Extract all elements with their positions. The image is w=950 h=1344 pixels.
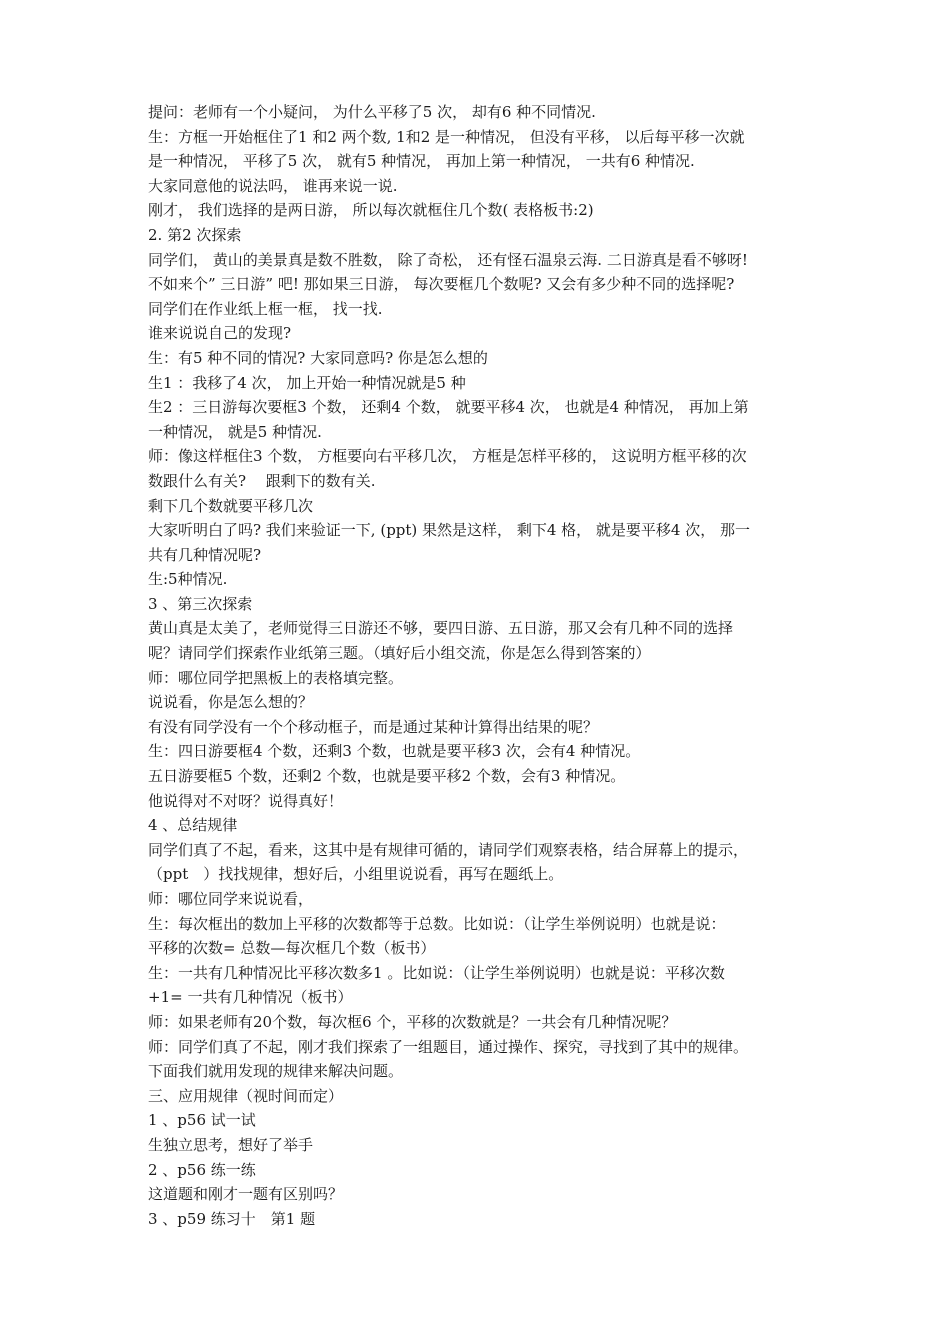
text-line: 生2 ：三日游每次要框3 个数， 还剩4 个数， 就要平移4 次， 也就是4 种情况， 再加上第 <box>148 398 749 417</box>
text-line: 共有几种情况呢? <box>148 545 262 564</box>
text-line: 师：同学们真了不起，刚才我们探索了一组题目，通过操作、探究，寻找到了其中的规律。 <box>148 1037 749 1056</box>
text-line: 生：方框一开始框住了1 和2 两个数, 1和2 是一种情况， 但没有平移， 以后每平移一次就 <box>148 127 745 146</box>
text-line: 生：四日游要框4 个数，还剩3 个数，也就是要平移3 次，会有4 种情况。 <box>148 742 641 761</box>
text-line: 同学们， 黄山的美景真是数不胜数， 除了奇松， 还有怪石温泉云海. 二日游真是看不够呀! <box>148 250 748 269</box>
text-line: 师：如果老师有20个数，每次框6 个，平移的次数就是？一共会有几种情况呢？ <box>148 1012 677 1031</box>
section-heading: 3 、第三次探索 <box>148 594 253 613</box>
text-line: 平移的次数= 总数—每次框几个数（板书） <box>148 939 436 958</box>
text-line: 不如来个” 三日游” 吧! 那如果三日游， 每次要框几个数呢? 又会有多少种不同的选择呢? <box>148 275 735 294</box>
text-line: 数跟什么有关? 跟剩下的数有关. <box>148 471 376 490</box>
section-heading: 2. 第2 次探索 <box>148 225 242 244</box>
text-line: 2 、p56 练一练 <box>148 1160 256 1179</box>
text-line: （ppt ）找找规律，想好后，小组里说说看，再写在题纸上。 <box>148 865 564 884</box>
text-line: 同学们在作业纸上框一框， 找一找. <box>148 299 383 318</box>
text-line: 3 、p59 练习十 第1 题 <box>148 1209 316 1228</box>
text-line: 生独立思考，想好了举手 <box>148 1135 314 1154</box>
text-line: 生：有5 种不同的情况? 大家同意吗? 你是怎么想的 <box>148 348 488 367</box>
text-line: 是一种情况， 平移了5 次， 就有5 种情况， 再加上第一种情况， 一共有6 种情况. <box>148 152 695 171</box>
text-line: 下面我们就用发现的规律来解决问题。 <box>148 1062 404 1081</box>
text-line: 生1 ：我移了4 次， 加上开始一种情况就是5 种 <box>148 373 466 392</box>
text-line: 师：哪位同学把黑板上的表格填完整。 <box>148 668 404 687</box>
text-line: 同学们真了不起，看来，这其中是有规律可循的，请同学们观察表格，结合屏幕上的提示， <box>148 840 749 859</box>
text-line: +1= 一共有几种情况（板书） <box>148 988 353 1007</box>
text-line: 刚才， 我们选择的是两日游， 所以每次就框住几个数( 表格板书:2) <box>148 201 594 220</box>
section-heading: 三、应用规律（视时间而定） <box>148 1086 344 1105</box>
text-line: 大家同意他的说法吗， 谁再来说一说. <box>148 176 398 195</box>
text-line: 黄山真是太美了，老师觉得三日游还不够，要四日游、五日游，那又会有几种不同的选择 <box>148 619 734 638</box>
text-line: 师：像这样框住3 个数， 方框要向右平移几次， 方框是怎样平移的， 这说明方框平移的次 <box>148 447 747 466</box>
text-line: 剩下几个数就要平移几次 <box>148 496 314 515</box>
text-line: 他说得对不对呀？说得真好！ <box>148 791 344 810</box>
text-line: 呢？请同学们探索作业纸第三题。（填好后小组交流，你是怎么得到答案的） <box>148 644 651 663</box>
text-line: 大家听明白了吗? 我们来验证一下, (ppt) 果然是这样， 剩下4 格， 就是要平移4 次， 那一 <box>148 521 750 540</box>
text-line: 有没有同学没有一个个移动框子，而是通过某种计算得出结果的呢？ <box>148 717 599 736</box>
text-line: 一种情况， 就是5 种情况. <box>148 422 322 441</box>
text-line: 五日游要框5 个数，还剩2 个数，也就是要平移2 个数，会有3 种情况。 <box>148 767 626 786</box>
text-line: 生:5种情况. <box>148 570 228 589</box>
text-line: 这道题和刚才一题有区别吗？ <box>148 1185 344 1204</box>
text-line: 生：每次框出的数加上平移的次数都等于总数。比如说：（让学生举例说明）也就是说： <box>148 914 726 933</box>
text-line: 师：哪位同学来说说看， <box>148 890 314 908</box>
text-line: 1 、p56 试一试 <box>148 1111 256 1130</box>
section-heading: 4 、总结规律 <box>148 816 238 835</box>
text-line: 说说看，你是怎么想的？ <box>148 693 314 712</box>
text-line: 谁来说说自己的发现? <box>148 324 292 343</box>
text-line: 生：一共有几种情况比平移次数多1 。比如说：（让学生举例说明）也就是说：平移次数 <box>148 963 725 982</box>
document-page <box>148 100 818 1231</box>
text-line: 提问：老师有一个小疑问， 为什么平移了5 次， 却有6 种不同情况. <box>148 103 596 121</box>
